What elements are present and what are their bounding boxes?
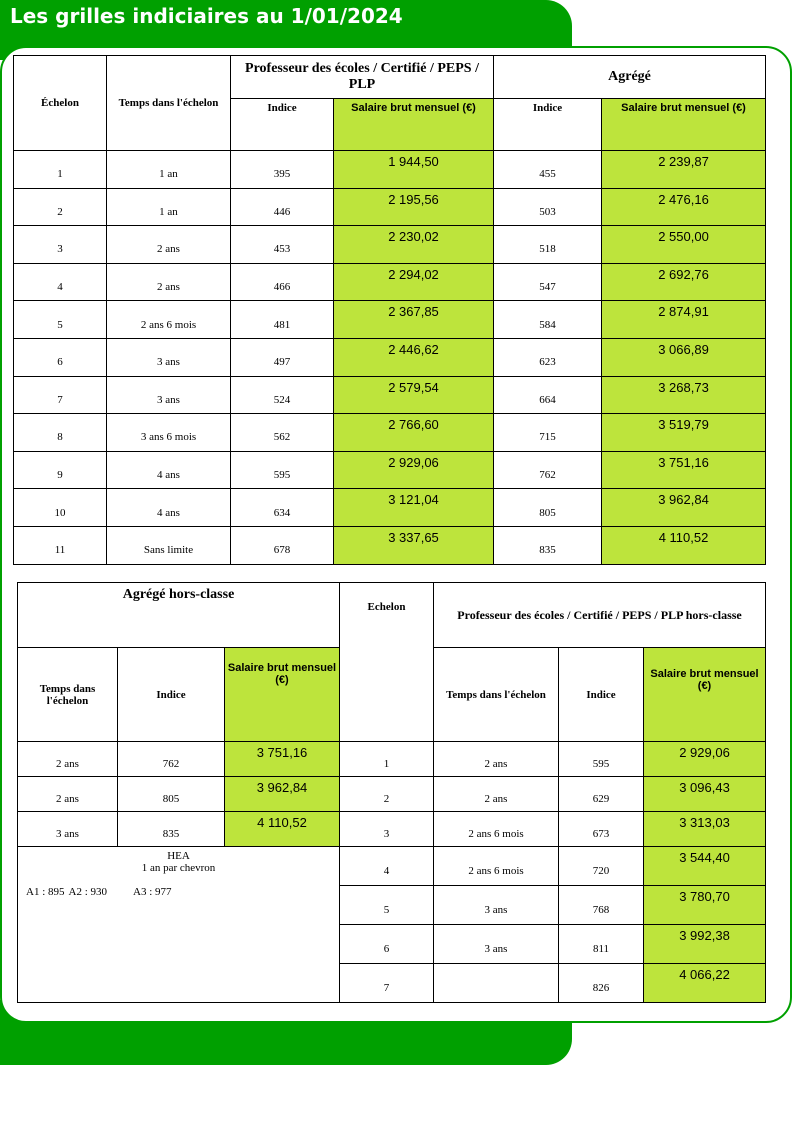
table-row [14, 338, 766, 376]
cell-indice-2: 715 [494, 414, 602, 452]
cell-echelon-hc: 4 [340, 847, 434, 886]
cell-echelon: 9 [14, 451, 107, 489]
cell-salaire-1: 2 446,62 [334, 338, 494, 376]
cell-temps: 4 ans [107, 489, 231, 527]
hea-subtitle: 1 an par chevron [141, 862, 216, 874]
cell-salaire-2: 2 874,91 [602, 301, 766, 339]
cell-salaire-2: 2 239,87 [602, 151, 766, 189]
cell-indice-1: 497 [231, 338, 334, 376]
cell-temps-hc-right: 2 ans 6 mois [434, 847, 559, 886]
cell-echelon-hc: 3 [340, 812, 434, 847]
cell-indice-1: 562 [231, 414, 334, 452]
cell-echelon: 11 [14, 526, 107, 564]
cell-echelon: 4 [14, 263, 107, 301]
cell-echelon: 10 [14, 489, 107, 527]
hea-values [26, 886, 331, 898]
header-group-professeur: Professeur des écoles / Certifié / PEPS / PLP [231, 56, 494, 99]
hea-a2: A2 : 930 [68, 886, 107, 898]
cell-salaire-hc-left: 4 110,52 [225, 812, 340, 847]
cell-indice-hc-right: 720 [559, 847, 644, 886]
cell-echelon: 6 [14, 338, 107, 376]
table-row [14, 376, 766, 414]
page-title: Les grilles indiciaires au 1/01/2024 [10, 4, 403, 28]
cell-indice-2: 547 [494, 263, 602, 301]
cell-echelon-hc: 2 [340, 777, 434, 812]
table-row [14, 526, 766, 564]
cell-echelon-hc: 5 [340, 886, 434, 925]
cell-indice-2: 664 [494, 376, 602, 414]
header-professeur-hors-classe: Professeur des écoles / Certifié / PEPS / PLP hors-classe [434, 583, 766, 648]
table-row [14, 226, 766, 264]
cell-temps: Sans limite [107, 526, 231, 564]
cell-temps: 4 ans [107, 451, 231, 489]
header-group-agrege: Agrégé [494, 56, 766, 99]
cell-echelon: 7 [14, 376, 107, 414]
header-temps: Temps dans l'échelon [107, 56, 231, 151]
table-body [14, 151, 766, 565]
cell-salaire-2: 3 519,79 [602, 414, 766, 452]
cell-salaire-1: 2 579,54 [334, 376, 494, 414]
cell-indice-2: 762 [494, 451, 602, 489]
cell-salaire-1: 2 766,60 [334, 414, 494, 452]
hea-title: HEA [167, 850, 190, 862]
cell-salaire-2: 3 268,73 [602, 376, 766, 414]
cell-temps: 3 ans [107, 376, 231, 414]
cell-indice-1: 453 [231, 226, 334, 264]
table-row [18, 742, 766, 777]
header-indice-1: Indice [231, 99, 334, 151]
header-salaire-hc-right: Salaire brut mensuel (€) [644, 648, 766, 742]
cell-salaire-hc-right: 2 929,06 [644, 742, 766, 777]
cell-indice-hc-right: 768 [559, 886, 644, 925]
cell-indice-2: 503 [494, 188, 602, 226]
cell-temps: 2 ans [107, 226, 231, 264]
table-row [14, 151, 766, 189]
cell-salaire-2: 2 476,16 [602, 188, 766, 226]
table-row [14, 414, 766, 452]
table-body-hc [18, 742, 766, 1003]
hea-a1: A1 : 895 [26, 886, 65, 898]
cell-temps-hc-right: 2 ans [434, 777, 559, 812]
header-agrege-hors-classe: Agrégé hors-classe [18, 583, 340, 648]
header-indice-hc-left: Indice [118, 648, 225, 742]
table-row [14, 301, 766, 339]
cell-salaire-hc-right: 3 313,03 [644, 812, 766, 847]
cell-indice-hc-left: 805 [118, 777, 225, 812]
cell-indice-2: 805 [494, 489, 602, 527]
cell-temps: 3 ans [107, 338, 231, 376]
cell-salaire-1: 1 944,50 [334, 151, 494, 189]
cell-salaire-2: 3 751,16 [602, 451, 766, 489]
cell-indice-2: 623 [494, 338, 602, 376]
cell-indice-1: 481 [231, 301, 334, 339]
cell-echelon: 8 [14, 414, 107, 452]
cell-indice-1: 395 [231, 151, 334, 189]
cell-temps: 1 an [107, 188, 231, 226]
cell-salaire-2: 3 962,84 [602, 489, 766, 527]
header-salaire-2: Salaire brut mensuel (€) [602, 99, 766, 151]
cell-salaire-hc-right: 4 066,22 [644, 964, 766, 1003]
cell-salaire-hc-right: 3 096,43 [644, 777, 766, 812]
cell-salaire-hc-right: 3 992,38 [644, 925, 766, 964]
cell-indice-2: 835 [494, 526, 602, 564]
header-indice-2: Indice [494, 99, 602, 151]
table-row [14, 263, 766, 301]
cell-salaire-hc-left: 3 751,16 [225, 742, 340, 777]
cell-salaire-1: 2 195,56 [334, 188, 494, 226]
cell-echelon: 3 [14, 226, 107, 264]
cell-temps: 1 an [107, 151, 231, 189]
table-row [18, 847, 766, 886]
cell-temps: 3 ans 6 mois [107, 414, 231, 452]
cell-salaire-hc-right: 3 780,70 [644, 886, 766, 925]
cell-indice-1: 634 [231, 489, 334, 527]
cell-salaire-2: 4 110,52 [602, 526, 766, 564]
cell-salaire-hc-right: 3 544,40 [644, 847, 766, 886]
cell-temps-hc-left: 2 ans [18, 777, 118, 812]
cell-indice-1: 524 [231, 376, 334, 414]
cell-indice-hc-left: 835 [118, 812, 225, 847]
cell-echelon: 1 [14, 151, 107, 189]
cell-salaire-2: 2 692,76 [602, 263, 766, 301]
header-echelon: Échelon [14, 56, 107, 151]
table-row [18, 812, 766, 847]
cell-salaire-1: 2 929,06 [334, 451, 494, 489]
header-temps-hc-right: Temps dans l'échelon [434, 648, 559, 742]
header-temps-hc-left: Temps dans l'échelon [18, 648, 118, 742]
cell-indice-hc-right: 673 [559, 812, 644, 847]
cell-echelon: 2 [14, 188, 107, 226]
cell-indice-hc-right: 826 [559, 964, 644, 1003]
cell-salaire-2: 3 066,89 [602, 338, 766, 376]
header-indice-hc-right: Indice [559, 648, 644, 742]
cell-temps-hc-right: 2 ans 6 mois [434, 812, 559, 847]
cell-echelon: 5 [14, 301, 107, 339]
cell-indice-2: 518 [494, 226, 602, 264]
grille-table-hors-classe [17, 582, 766, 1003]
cell-temps-hc-right: 3 ans [434, 886, 559, 925]
cell-temps: 2 ans [107, 263, 231, 301]
hea-cell [18, 847, 340, 1003]
cell-indice-2: 584 [494, 301, 602, 339]
cell-salaire-2: 2 550,00 [602, 226, 766, 264]
cell-indice-1: 466 [231, 263, 334, 301]
cell-echelon-hc: 6 [340, 925, 434, 964]
cell-indice-hc-left: 762 [118, 742, 225, 777]
cell-indice-hc-right: 811 [559, 925, 644, 964]
cell-temps-hc-right: 3 ans [434, 925, 559, 964]
hea-a3: A3 : 977 [133, 886, 172, 898]
grille-table-main [13, 55, 766, 565]
header-echelon-hc: Echelon [340, 583, 434, 742]
header-salaire-1: Salaire brut mensuel (€) [334, 99, 494, 151]
cell-salaire-1: 3 121,04 [334, 489, 494, 527]
cell-indice-2: 455 [494, 151, 602, 189]
cell-indice-1: 678 [231, 526, 334, 564]
table-row [18, 777, 766, 812]
cell-salaire-1: 2 230,02 [334, 226, 494, 264]
table-row [14, 451, 766, 489]
cell-indice-hc-right: 629 [559, 777, 644, 812]
cell-echelon-hc: 7 [340, 964, 434, 1003]
cell-temps-hc-right: 2 ans [434, 742, 559, 777]
cell-salaire-1: 3 337,65 [334, 526, 494, 564]
header-salaire-hc-left: Salaire brut mensuel (€) [225, 648, 340, 742]
table-row [14, 188, 766, 226]
cell-temps-hc-left: 2 ans [18, 742, 118, 777]
cell-temps: 2 ans 6 mois [107, 301, 231, 339]
cell-salaire-1: 2 294,02 [334, 263, 494, 301]
table-row [14, 489, 766, 527]
cell-indice-1: 446 [231, 188, 334, 226]
cell-echelon-hc: 1 [340, 742, 434, 777]
cell-indice-hc-right: 595 [559, 742, 644, 777]
cell-salaire-1: 2 367,85 [334, 301, 494, 339]
cell-indice-1: 595 [231, 451, 334, 489]
cell-temps-hc-left: 3 ans [18, 812, 118, 847]
cell-salaire-hc-left: 3 962,84 [225, 777, 340, 812]
cell-temps-hc-right [434, 964, 559, 1003]
